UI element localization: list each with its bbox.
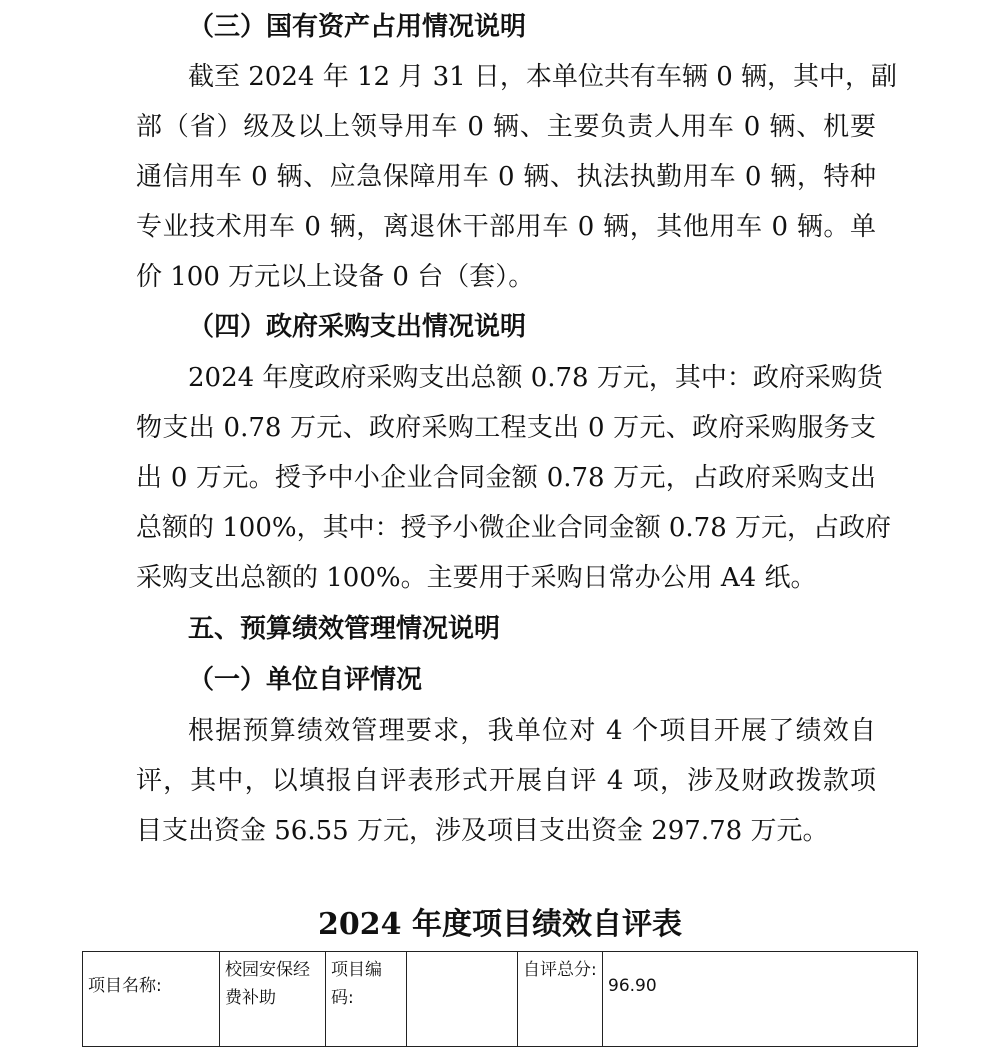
paragraph-line: 出 0 万元。授予中小企业合同金额 0.78 万元，占政府采购支出 [136,463,876,493]
paragraph-line: 采购支出总额的 100%。主要用于采购日常办公用 A4 纸。 [136,563,817,593]
project-code-value [407,952,518,1047]
paragraph-line: 目支出资金 56.55 万元，涉及项目支出资金 297.78 万元。 [136,816,829,846]
paragraph-line: 评，其中，以填报自评表形式开展自评 4 项，涉及财政拨款项 [136,766,876,796]
project-name-value: 校园安保经费补助 [220,952,326,1047]
table-row [83,952,918,1047]
table-title: 2024 年度项目绩效自评表 [318,907,682,942]
paragraph-line: 截至 2024 年 12 月 31 日，本单位共有车辆 0 辆，其中，副 [188,62,897,92]
paragraph-line: 通信用车 0 辆、应急保障用车 0 辆、执法执勤用车 0 辆，特种 [136,162,876,192]
paragraph-line: 专业技术用车 0 辆，离退休干部用车 0 辆，其他用车 0 辆。单 [136,212,876,242]
self-score-label: 自评总分: [518,952,603,1047]
section-heading-procurement: （四）政府采购支出情况说明 [188,312,527,342]
project-code-label: 项目编码: [326,952,407,1047]
paragraph-line: 价 100 万元以上设备 0 台（套）。 [136,262,535,292]
section-heading-performance: 五、预算绩效管理情况说明 [188,614,501,644]
section-heading-assets: （三）国有资产占用情况说明 [188,12,527,42]
paragraph-line: 2024 年度政府采购支出总额 0.78 万元，其中：政府采购货 [188,363,883,393]
paragraph-line: 部（省）级及以上领导用车 0 辆、主要负责人用车 0 辆、机要 [136,112,876,142]
project-name-label: 项目名称: [83,952,220,1047]
sub-heading-self-evaluation: （一）单位自评情况 [188,665,423,695]
self-score-value: 96.90 [603,952,918,1047]
paragraph-line: 根据预算绩效管理要求，我单位对 4 个项目开展了绩效自 [188,716,876,746]
paragraph-line: 物支出 0.78 万元、政府采购工程支出 0 万元、政府采购服务支 [136,413,876,443]
evaluation-table [82,951,918,1047]
paragraph-line: 总额的 100%，其中：授予小微企业合同金额 0.78 万元，占政府 [136,513,892,543]
